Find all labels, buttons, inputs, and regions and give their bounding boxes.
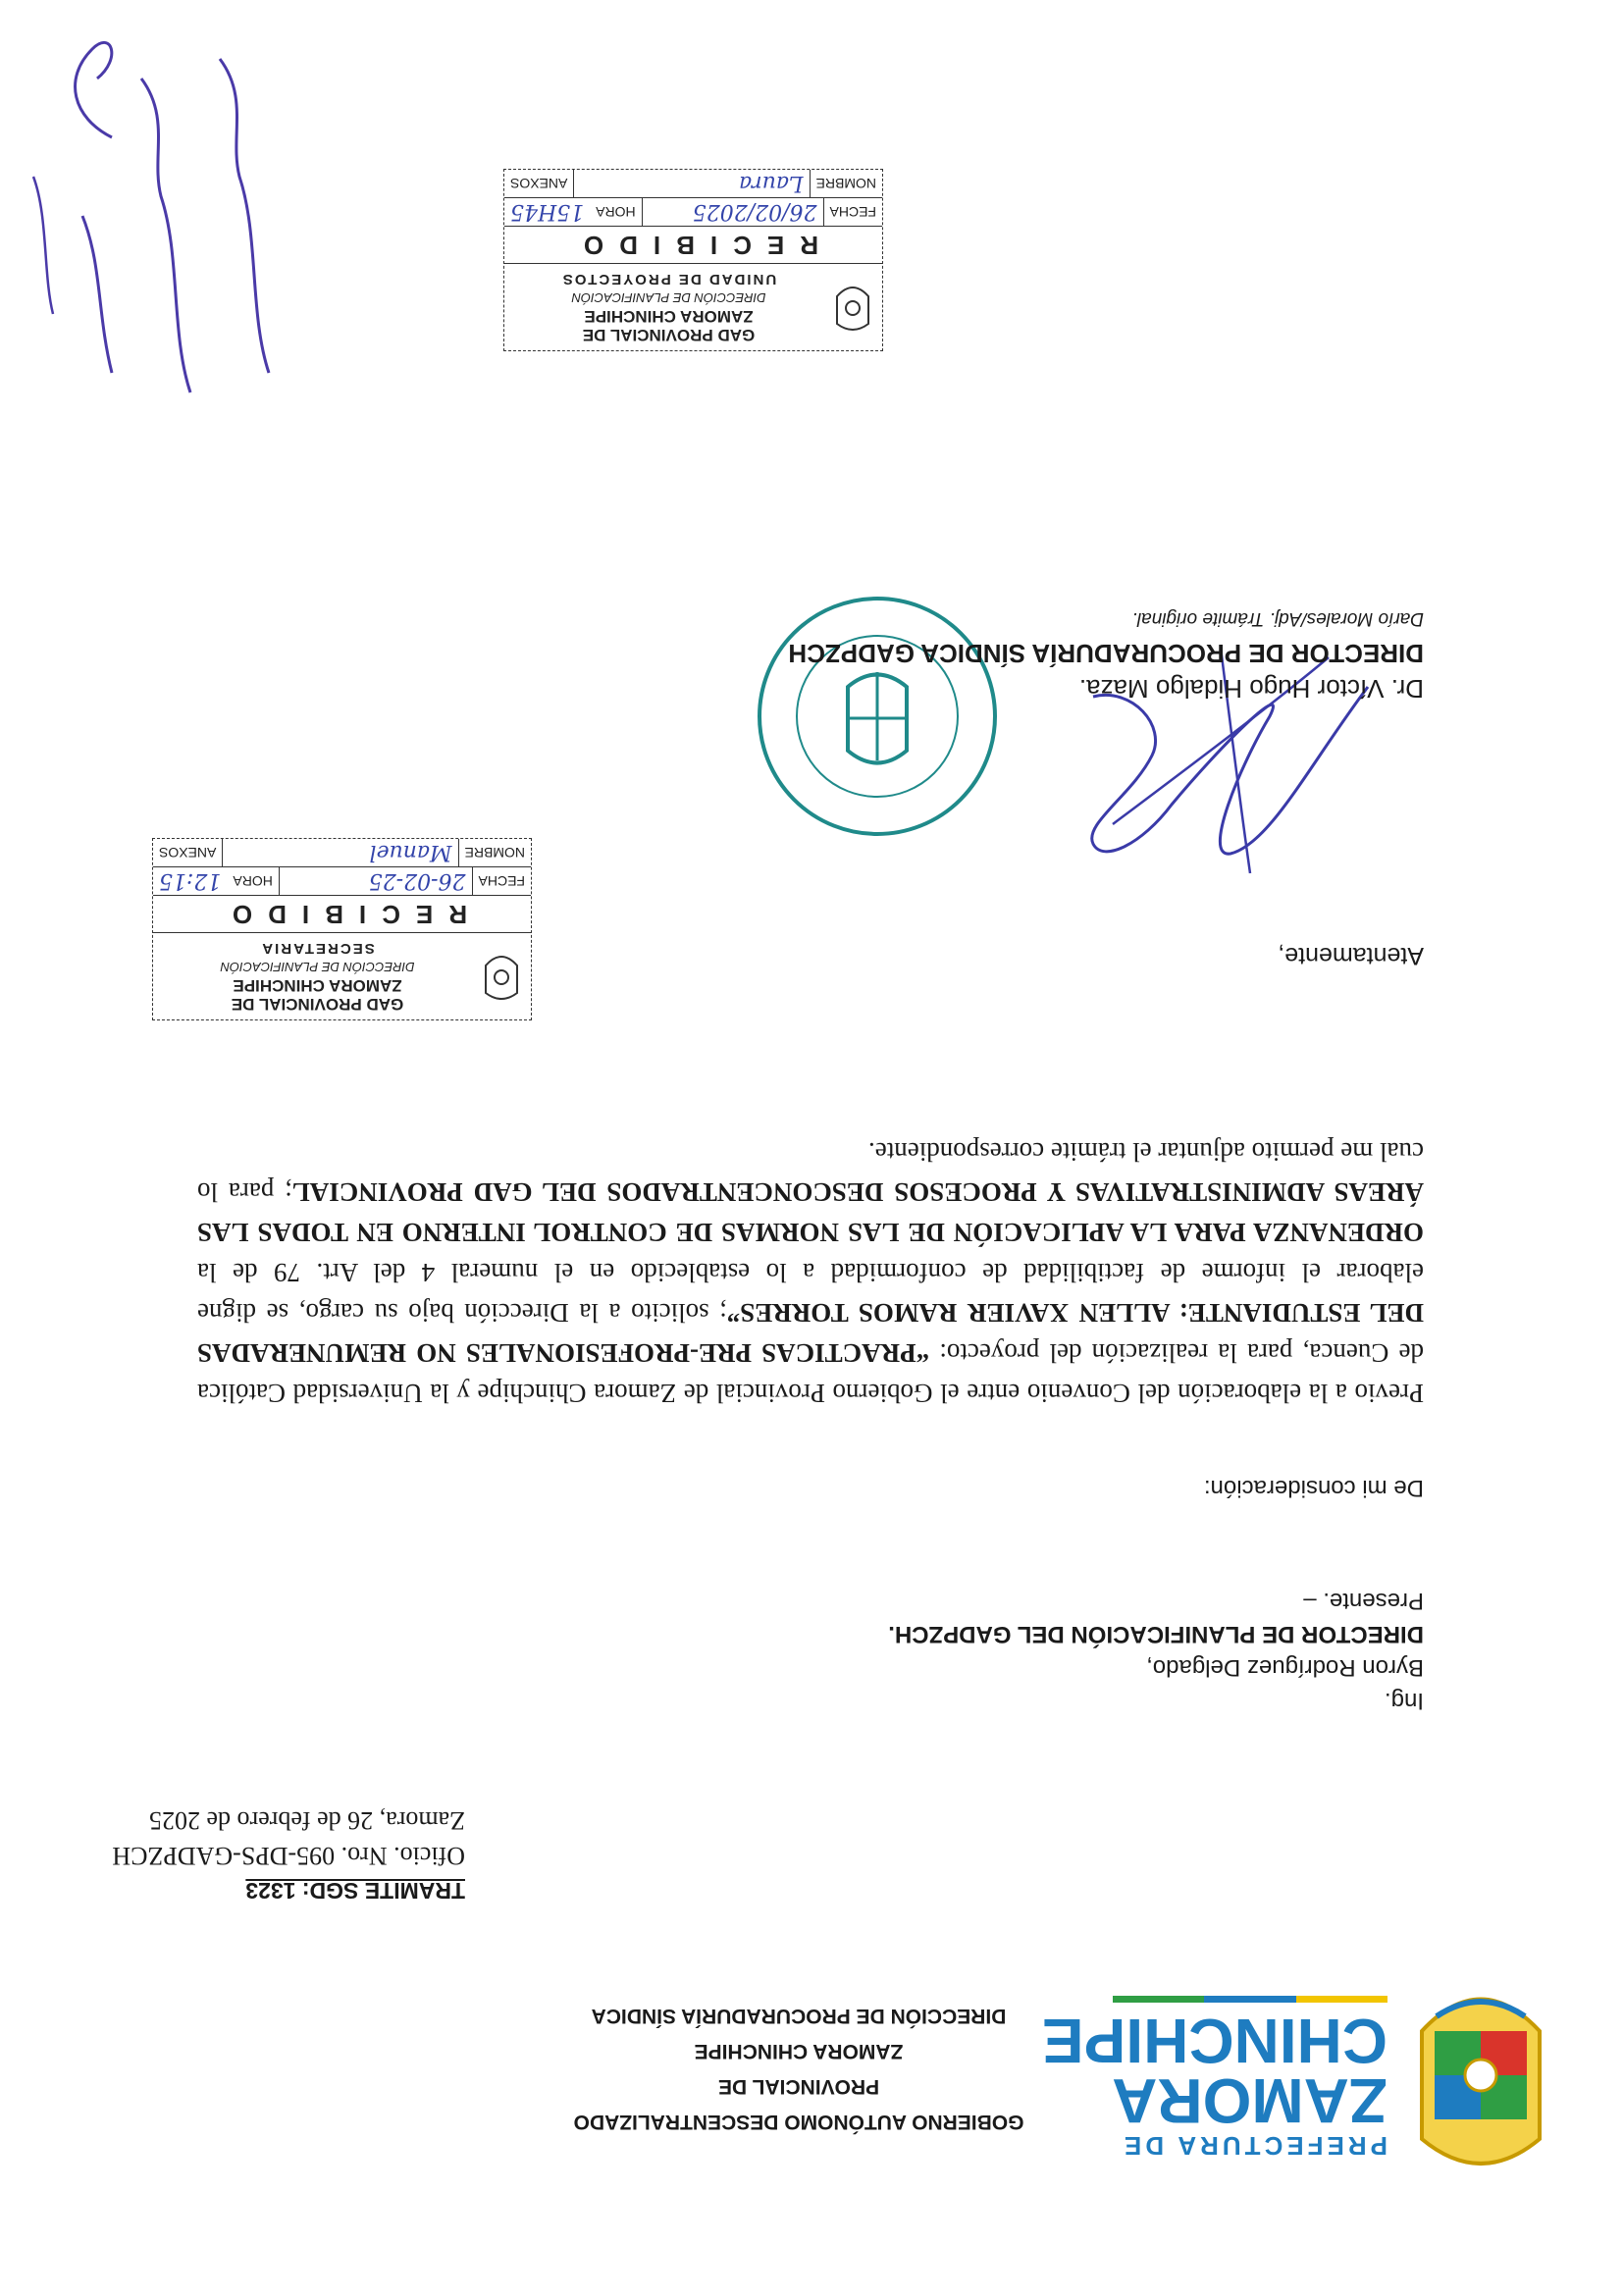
addressee-block — [888, 1584, 1424, 1717]
addressee-position: DIRECTOR DE PLANIFICACIÓN DEL GADPZCH. — [888, 1621, 1424, 1647]
stamp-anexos-label: ANEXOS — [159, 845, 217, 861]
stamp-org-line-3: DIRECCIÓN DE PLANIFICACIÓN — [571, 290, 766, 305]
handwritten-annotation — [14, 20, 308, 432]
body-paragraph — [197, 1131, 1424, 1413]
stamp-fecha-label: FECHA — [823, 198, 882, 226]
signer-name: Dr. Víctor Hugo Hidalgo Maza. — [1078, 674, 1424, 704]
reference-block — [112, 1802, 465, 1908]
stamp-nombre-value: Manuel — [222, 839, 457, 866]
prefectura-logo — [1041, 1962, 1554, 2178]
stamp-hora-label: HORA — [596, 204, 636, 220]
stamp-department: UNIDAD DE PROYECTOS — [560, 271, 777, 287]
heading-line-2: ZAMORA CHINCHIPE — [694, 2040, 904, 2062]
signer-note: Darío Morales/Adj. Trámite original. — [1131, 608, 1424, 629]
tramite-number: TRAMITE SGD: 1323 — [245, 1878, 465, 1904]
brand-color-bar — [1113, 1996, 1387, 2003]
addressee-title: Ing. — [1384, 1688, 1424, 1714]
signer-block — [788, 600, 1424, 706]
stamp-org-line-1: GAD PROVINCIAL DE — [231, 995, 404, 1014]
letter-body — [197, 1131, 1424, 1413]
stamp-crest-icon — [833, 281, 872, 334]
heading-line-3: DIRECCIÓN DE PROCURADURÍA SÍNDICA — [591, 2005, 1007, 2027]
received-stamp-secretaria — [152, 838, 532, 1020]
body-end: ; para lo cual me permito adjuntar el trámite correspondiente. — [197, 1137, 1424, 1207]
institution-heading — [524, 1998, 1073, 2139]
stamp-anexos-label: ANEXOS — [510, 176, 568, 191]
stamp-hora-value: 15H45 — [510, 199, 585, 225]
stamp-department: SECRETARIA — [260, 940, 375, 957]
addressee-presente: Presente. – — [1303, 1588, 1424, 1614]
provincial-crest-icon — [1407, 1972, 1554, 2178]
stamp-org-line-2: ZAMORA CHINCHIPE — [233, 976, 402, 995]
stamp-fecha-value: 26-02-25 — [279, 867, 472, 895]
stamp-org-line-2: ZAMORA CHINCHIPE — [584, 307, 754, 326]
stamp-nombre-label: NOMBRE — [458, 839, 531, 866]
stamp-fecha-label: FECHA — [472, 867, 531, 895]
stamp-org-line-1: GAD PROVINCIAL DE — [582, 326, 756, 344]
project-name: “PRACTICAS PRE-PROFESIONALES NO REMUNERADAS DEL ESTUDIANTE: ALLEN XAVIER RAMOS TORRES” — [197, 1298, 1424, 1368]
brand-prefectura: PREFECTURA DE — [1120, 2131, 1387, 2161]
signer-position: DIRECTOR DE PROCURADURÍA SÍNDICA GADPZCH — [788, 639, 1424, 668]
ordinance-name: ORDENANZA PARA LA APLICACIÓN DE LAS NORMAS DE CONTROL INTERNO EN TODAS LAS ÁREAS ADMINISTRATIVAS Y PROCESOS DESCONCENTRADOS DEL GAD PROVINCIAL — [197, 1177, 1424, 1247]
stamp-received-label: RECIBIDO — [504, 226, 882, 263]
heading-line-1: GOBIERNO AUTÓNOMO DESCENTRALIZADO PROVINCIAL DE — [573, 2075, 1024, 2133]
closing: Atentamente, — [1278, 942, 1424, 969]
stamp-nombre-value: Laura — [573, 170, 809, 197]
brand-zamora: ZAMORA — [1112, 2065, 1387, 2136]
letter-date: Zamora, 26 de febrero de 2025 — [149, 1806, 465, 1835]
stamp-hora-label: HORA — [233, 873, 273, 889]
stamp-nombre-label: NOMBRE — [810, 170, 882, 197]
received-stamp-proyectos — [503, 169, 883, 351]
oficio-number: Oficio. Nro. 095-DPS-GADPZCH — [112, 1842, 465, 1870]
brand-chinchipe: CHINCHIPE — [1041, 2006, 1387, 2076]
stamp-hora-value: 12:15 — [159, 868, 222, 894]
stamp-received-label: RECIBIDO — [153, 895, 531, 932]
stamp-crest-icon — [482, 950, 521, 1003]
body-intro: Previo a la elaboración del Convenio entre el Gobierno Provincial de Zamora Chinchipe y la Universidad Católica de Cuenca, para la realización del proyecto: — [197, 1338, 1424, 1408]
stamp-org-line-3: DIRECCIÓN DE PLANIFICACIÓN — [220, 960, 415, 974]
body-request: ; solicito a la Dirección bajo su cargo, se digne elaborar el informe de factibilidad de conformidad a lo establecido en el numeral 4 del Art. 79 de la — [197, 1258, 1424, 1328]
greeting: De mi consideración: — [1203, 1475, 1424, 1501]
addressee-name: Byron Rodríguez Delgado, — [1146, 1654, 1424, 1681]
stamp-fecha-value: 26/02/2025 — [642, 198, 823, 226]
